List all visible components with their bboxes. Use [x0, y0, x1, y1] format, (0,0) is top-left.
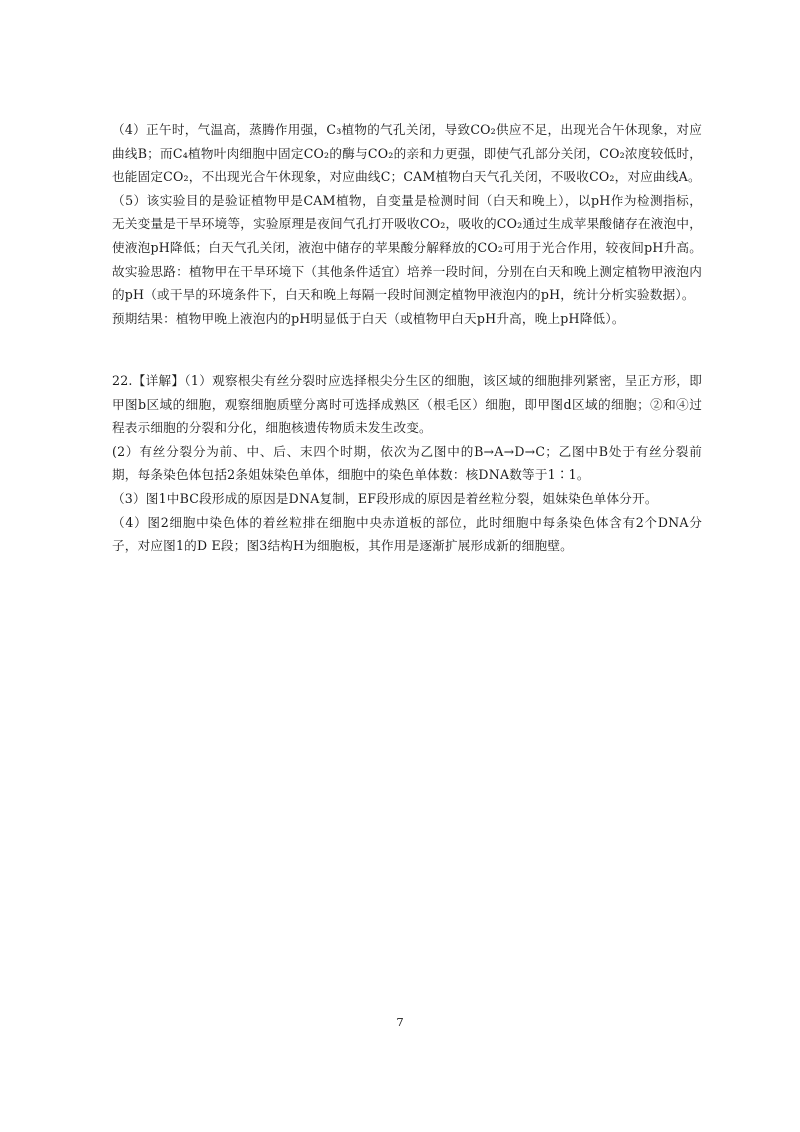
paragraph-22-1: 22.【详解】（1）观察根尖有丝分裂时应选择根尖分生区的细胞，该区域的细胞排列紧密，呈正方形，即甲图b区域的细胞，观察细胞质壁分离时可选择成熟区（根毛区）细胞，即甲图d区域的细胞；②和④过程表示细胞的分裂和分化，细胞核遗传物质未发生改变。 — [112, 373, 702, 436]
paragraph-21-5: （5）该实验目的是验证植物甲是CAM植物，自变量是检测时间（白天和晚上），以pH作为检测指标，无关变量是干旱环境等，实验原理是夜间气孔打开吸收CO₂，吸收的CO₂通过生成苹果酸储存在液泡中，使液泡pH降低；白天气孔关闭，液泡中储存的苹果酸分解释放的CO₂可用于光合作用，较夜间pH升高。故实验思路：植物甲在干旱环境下（其他条件适宜）培养一段时间，分别在白天和晚上测定植物甲液泡内的pH（或干旱的环境条件下，白天和晚上每隔一段时间测定植物甲液泡内的pH，统计分析实验数据）。 — [112, 192, 702, 303]
page-number: 7 — [396, 1015, 404, 1029]
paragraph-21-4: （4）正午时，气温高，蒸腾作用强，C₃植物的气孔关闭，导致CO₂供应不足，出现光合午休现象，对应曲线B；而C₄植物叶肉细胞中固定CO₂的酶与CO₂的亲和力更强，即使气孔部分关闭，CO₂浓度较低时，也能固定CO₂，不出现光合午休现象，对应曲线C；CAM植物白天气孔关闭，不吸收CO₂，对应曲线A。 — [112, 122, 702, 185]
answer-21-continued — [112, 118, 702, 330]
paragraph-22-2: (2）有丝分裂分为前、中、后、末四个时期，依次为乙图中的B→A→D→C；乙图中B处于有丝分裂前期，每条染色体包括2条姐妹染色单体，细胞中的染色单体数：核DNA数等于1∶1。 — [112, 443, 702, 483]
paragraph-22-3: （3）图1中BC段形成的原因是DNA复制，EF段形成的原因是着丝粒分裂，姐妹染色单体分开。 — [112, 490, 658, 506]
answer-22 — [112, 369, 702, 558]
paragraph-22-4: （4）图2细胞中染色体的着丝粒排在细胞中央赤道板的部位，此时细胞中每条染色体含有2个DNA分子，对应图1的D E段；图3结构H为细胞板，其作用是逐渐扩展形成新的细胞壁。 — [112, 514, 702, 554]
paragraph-21-expected-result: 预期结果：植物甲晚上液泡内的pH明显低于白天（或植物甲白天pH升高，晚上pH降低）。 — [112, 310, 625, 326]
